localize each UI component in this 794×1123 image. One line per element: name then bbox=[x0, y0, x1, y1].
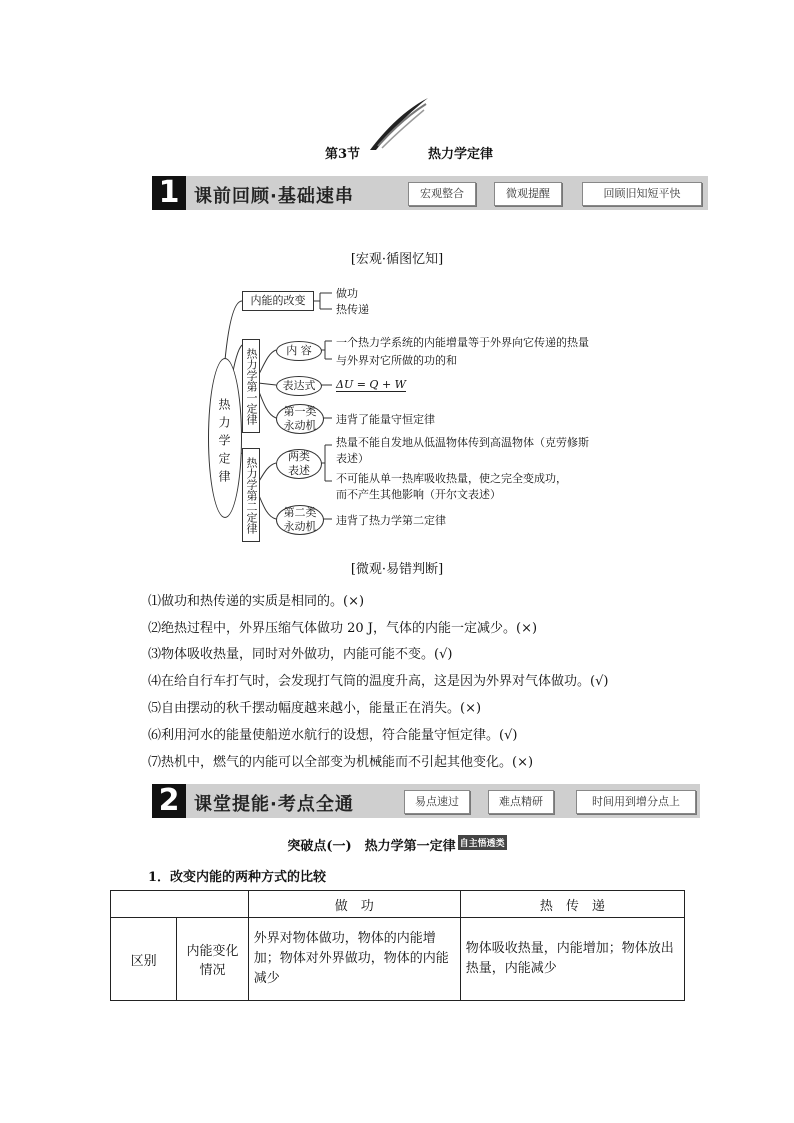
macro-label: [宏观·循图忆知] bbox=[350, 252, 444, 267]
node-expression: 表达式 bbox=[276, 376, 322, 396]
judgment-item: ⑺热机中，燃气的内能可以全部变为机械能而不引起其他变化。(×) bbox=[148, 755, 534, 770]
node-second-law: 热力学第二定律 bbox=[242, 448, 260, 542]
judgment-item: ⑷在给自行车打气时，会发现打气筒的温度升高，这是因为外界对气体做功。(√) bbox=[148, 674, 609, 689]
header-heat: 热 传 递 bbox=[460, 891, 684, 918]
judgment-item: ⑸自由摆动的秋千摆动幅度越来越小，能量正在消失。(×) bbox=[148, 701, 482, 716]
way-work: 做功 bbox=[336, 287, 358, 300]
tab-time[interactable]: 时间用到增分点上 bbox=[576, 790, 696, 814]
section-title: 热力学定律 bbox=[428, 147, 494, 162]
judgment-item: ⑹利用河水的能量使船逆水航行的设想，符合能量守恒定律。(√) bbox=[148, 728, 518, 743]
section-number: 第3节 bbox=[325, 147, 361, 162]
concept-map bbox=[200, 283, 660, 553]
root-node: 热力学定律 bbox=[208, 358, 242, 518]
tab-micro[interactable]: 微观提醒 bbox=[494, 182, 562, 206]
banner-title: 课前回顾·基础速串 bbox=[194, 186, 354, 207]
node-content: 内 容 bbox=[276, 341, 322, 361]
judgment-item: ⑴做功和热传递的实质是相同的。(×) bbox=[148, 594, 365, 609]
judgment-item: ⑶物体吸收热量，同时对外做功，内能可能不变。(√) bbox=[148, 647, 453, 662]
banner-number: 2 bbox=[152, 784, 186, 818]
row-label: 区别 bbox=[111, 918, 177, 1001]
banner-number: 1 bbox=[152, 176, 186, 210]
tab-review[interactable]: 回顾旧知短平快 bbox=[582, 182, 702, 206]
way-heat: 热传递 bbox=[336, 303, 369, 316]
header-work: 做 功 bbox=[248, 891, 460, 918]
micro-label: [微观·易错判断] bbox=[350, 562, 444, 577]
cell-heat: 物体吸收热量，内能增加；物体放出热量，内能减少 bbox=[460, 918, 684, 1001]
comparison-table bbox=[110, 890, 685, 1001]
table-header-row bbox=[111, 891, 685, 918]
content-line1: 一个热力学系统的内能增量等于外界向它传递的热量 bbox=[336, 336, 589, 349]
banner-classroom bbox=[152, 784, 700, 818]
breakthrough-title: 突破点(一) 热力学第一定律 bbox=[287, 839, 456, 854]
perpetual-1-text: 违背了能量守恒定律 bbox=[336, 413, 435, 426]
banner-review bbox=[152, 176, 708, 210]
banner-title: 课堂提能·考点全通 bbox=[194, 794, 354, 815]
subheading: 1．改变内能的两种方式的比较 bbox=[148, 870, 327, 885]
judgment-item: ⑵绝热过程中，外界压缩气体做功 20 J，气体的内能一定减少。(×) bbox=[148, 621, 538, 636]
node-internal-energy: 内能的改变 bbox=[242, 291, 314, 311]
cell-work: 外界对物体做功，物体的内能增加；物体对外界做功，物体的内能减少 bbox=[248, 918, 460, 1001]
header-empty bbox=[111, 891, 249, 918]
node-first-law: 热力学第一定律 bbox=[242, 339, 260, 433]
row-sub-label: 内能变化情况 bbox=[177, 918, 248, 1001]
node-perpetual-1: 第一类 永动机 bbox=[276, 404, 324, 434]
section-heading bbox=[0, 143, 794, 163]
table-row bbox=[111, 918, 685, 1001]
statement1-line1: 热量不能自发地从低温物体传到高温物体（克劳修斯 bbox=[336, 436, 589, 449]
content-line2: 与外界对它所做的功的和 bbox=[336, 354, 457, 367]
tab-hard[interactable]: 难点精研 bbox=[488, 790, 554, 814]
self-study-badge: 自主悟透类 bbox=[458, 835, 507, 850]
breakthrough-heading bbox=[0, 835, 794, 854]
tab-easy[interactable]: 易点速过 bbox=[404, 790, 470, 814]
statement2-line1: 不可能从单一热库吸收热量，使之完全变成功， bbox=[336, 472, 567, 485]
expression-formula: ΔU = Q + W bbox=[336, 378, 406, 391]
node-perpetual-2: 第二类 永动机 bbox=[276, 505, 324, 535]
statement2-line2: 而不产生其他影响（开尔文表述） bbox=[336, 488, 501, 501]
perpetual-2-text: 违背了热力学第二定律 bbox=[336, 514, 446, 527]
tab-macro[interactable]: 宏观整合 bbox=[408, 182, 476, 206]
node-two-statements: 两类 表述 bbox=[276, 449, 322, 479]
statement1-line2: 表述） bbox=[336, 452, 369, 465]
